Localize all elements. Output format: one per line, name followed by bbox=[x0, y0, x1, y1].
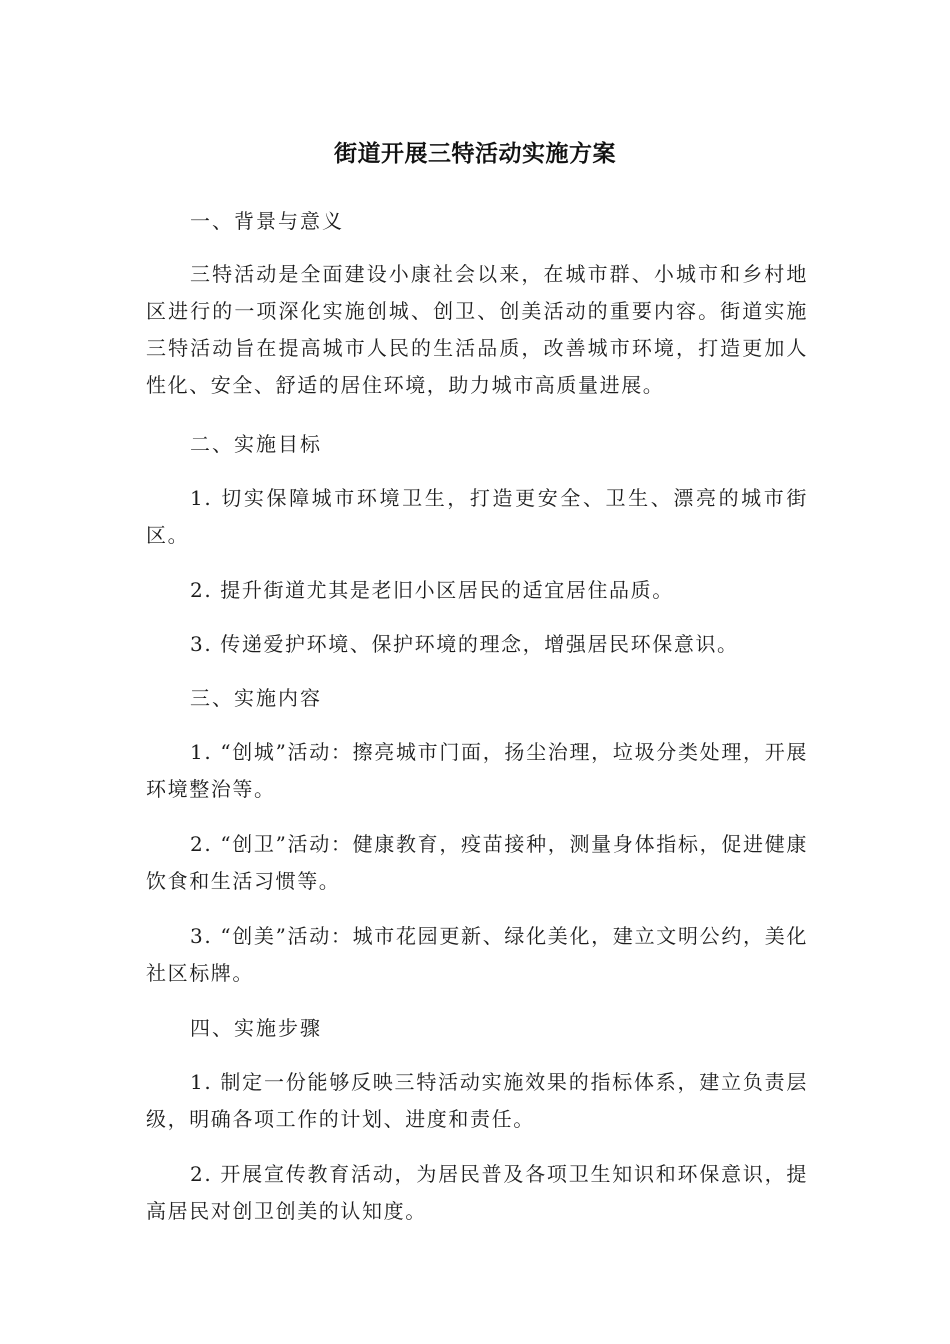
section-heading-content: 三、实施内容 bbox=[190, 686, 322, 710]
section-heading-steps: 四、实施步骤 bbox=[190, 1016, 322, 1040]
section-heading-goals: 二、实施目标 bbox=[190, 432, 322, 456]
step-item-2: 2. 开展宣传教育活动，为居民普及各项卫生知识和环保意识，提高居民对创卫创美的认知度。 bbox=[146, 1162, 808, 1223]
goal-item-2: 2. 提升街道尤其是老旧小区居民的适宜居住品质。 bbox=[190, 578, 674, 602]
content-item-1: 1. “创城”活动：擦亮城市门面，扬尘治理，垃圾分类处理，开展环境整治等。 bbox=[146, 740, 808, 801]
goal-item-1: 1. 切实保障城市环境卫生，打造更安全、卫生、漂亮的城市街区。 bbox=[146, 486, 808, 547]
document-title: 街道开展三特活动实施方案 bbox=[334, 141, 616, 167]
step-item-1: 1. 制定一份能够反映三特活动实施效果的指标体系，建立负责层级，明确各项工作的计划、进度和责任。 bbox=[146, 1070, 808, 1131]
content-item-2: 2. “创卫”活动：健康教育，疫苗接种，测量身体指标，促进健康饮食和生活习惯等。 bbox=[146, 832, 808, 893]
section-heading-background: 一、背景与意义 bbox=[190, 209, 344, 233]
paragraph-background: 三特活动是全面建设小康社会以来，在城市群、小城市和乡村地区进行的一项深化实施创城、创卫、创美活动的重要内容。街道实施三特活动旨在提高城市人民的生活品质，改善城市环境，打造更加人性化、安全、舒适的居住环境，助力城市高质量进展。 bbox=[146, 262, 808, 397]
content-item-3: 3. “创美”活动：城市花园更新、绿化美化，建立文明公约，美化社区标牌。 bbox=[146, 924, 808, 985]
goal-item-3: 3. 传递爱护环境、保护环境的理念，增强居民环保意识。 bbox=[190, 632, 739, 656]
